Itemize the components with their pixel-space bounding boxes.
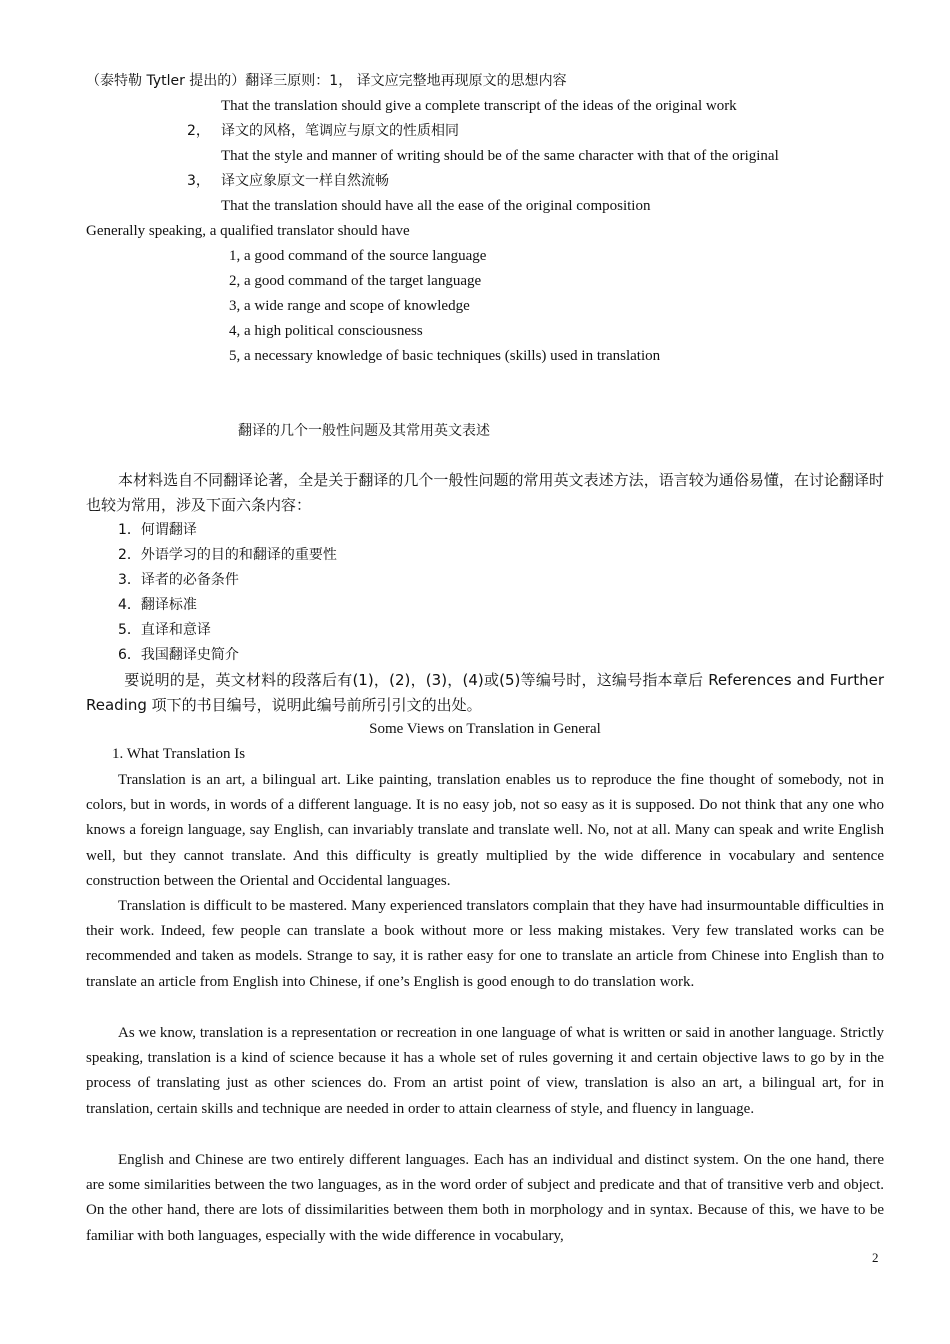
topic-item: 5．直译和意译 <box>118 622 211 638</box>
topic-item: 2．外语学习的目的和翻译的重要性 <box>118 547 337 563</box>
principle-1-english: That the translation should give a complete transcript of the ideas of the original work <box>221 98 737 114</box>
body-paragraph <box>86 1021 884 1122</box>
qualified-item: 5, a necessary knowledge of basic techniques (skills) used in translation <box>229 348 661 364</box>
principles-intro: （泰特勒 Tytler 提出的）翻译三原则：1， 译文应完整地再现原文的思想内容 <box>86 73 567 89</box>
note-paragraph-text: 要说明的是，英文材料的段落后有(1)，(2)，(3)，(4)或(5)等编号时，这编号指本章后 References and Further Reading 项下的书目编号，说明此编号前所引引文的出处。 <box>86 671 884 714</box>
topic-item: 3．译者的必备条件 <box>118 572 239 588</box>
page-number: 2 <box>872 1250 879 1265</box>
qualified-lead: Generally speaking, a qualified translator should have <box>86 223 410 239</box>
principle-2-english: That the style and manner of writing should be of the same character with that of the original <box>221 148 779 164</box>
body-paragraph <box>86 894 884 995</box>
topic-item: 4．翻译标准 <box>118 597 197 613</box>
body-paragraph-text: English and Chinese are two entirely different languages. Each has an individual and distinct system. On the one hand, there are some similarities between the two languages, as in the word order of subject and predicate and that of transitive verb and object. On the other hand, there are lots of dissimilarities between them both in morphology and in syntax. Because of this, we have to be familiar with both languages, especially with the wide difference in vocabulary, <box>86 1152 884 1244</box>
principle-3-number: 3， <box>187 173 210 189</box>
topic-item: 1．何谓翻译 <box>118 522 197 538</box>
body-paragraph-text: As we know, translation is a representation or recreation in one language of what is written or said in another language. Strictly speaking, translation is a kind of science because it has a whole set of rules governing it and certain objective laws to go by in the process of translating just as other sciences do. From an artist point of view, translation is also an art, a bilingual art, for in translation, certain skills and technique are needed in order to attain clearness of style, and fluency in language. <box>86 1025 884 1117</box>
subheading: 1. What Translation Is <box>112 746 246 762</box>
intro-paragraph-text: 本材料选自不同翻译论著，全是关于翻译的几个一般性问题的常用英文表述方法，语言较为通俗易懂，在讨论翻译时也较为常用，涉及下面六条内容： <box>86 471 884 514</box>
principle-2-chinese: 译文的风格，笔调应与原文的性质相同 <box>221 123 459 139</box>
section-title: 翻译的几个一般性问题及其常用英文表述 <box>238 423 490 439</box>
note-paragraph <box>86 668 884 718</box>
principle-2-number: 2， <box>187 123 210 139</box>
intro-paragraph <box>86 468 884 518</box>
body-paragraph-text: Translation is difficult to be mastered. Many experienced translators complain that they have had insurmountable difficulties in their work. Indeed, few people can translate a book without more or less making mistakes. Very few translated works can be recommended and taken as models. Strange to say, it is rather easy for one to translate an article from Chinese into English than to translate an article from English into Chinese, if one’s English is good enough to do translation work. <box>86 898 884 990</box>
qualified-item: 2, a good command of the target language <box>229 273 482 289</box>
body-paragraph <box>86 768 884 894</box>
topic-item: 6．我国翻译史简介 <box>118 647 239 663</box>
principle-3-english: That the translation should have all the ease of the original composition <box>221 198 651 214</box>
qualified-item: 4, a high political consciousness <box>229 323 423 339</box>
qualified-item: 1, a good command of the source language <box>229 248 487 264</box>
views-title: Some Views on Translation in General <box>369 721 601 737</box>
body-paragraph-text: Translation is an art, a bilingual art. Like painting, translation enables us to reproduce the fine thought of somebody, not in colors, but in words, in words of a different language. It is no easy job, not so easy as it is supposed. Do not think that any one who knows a foreign language, say English, can invariably translate and translate well. No, not at all. Many can speak and write English well, but they cannot translate. And this difficulty is greatly multiplied by the wide difference in vocabulary and sentence construction between the Oriental and Occidental languages. <box>86 772 884 889</box>
qualified-item: 3, a wide range and scope of knowledge <box>229 298 470 314</box>
principle-3-chinese: 译文应象原文一样自然流畅 <box>221 173 389 189</box>
body-paragraph <box>86 1148 884 1249</box>
